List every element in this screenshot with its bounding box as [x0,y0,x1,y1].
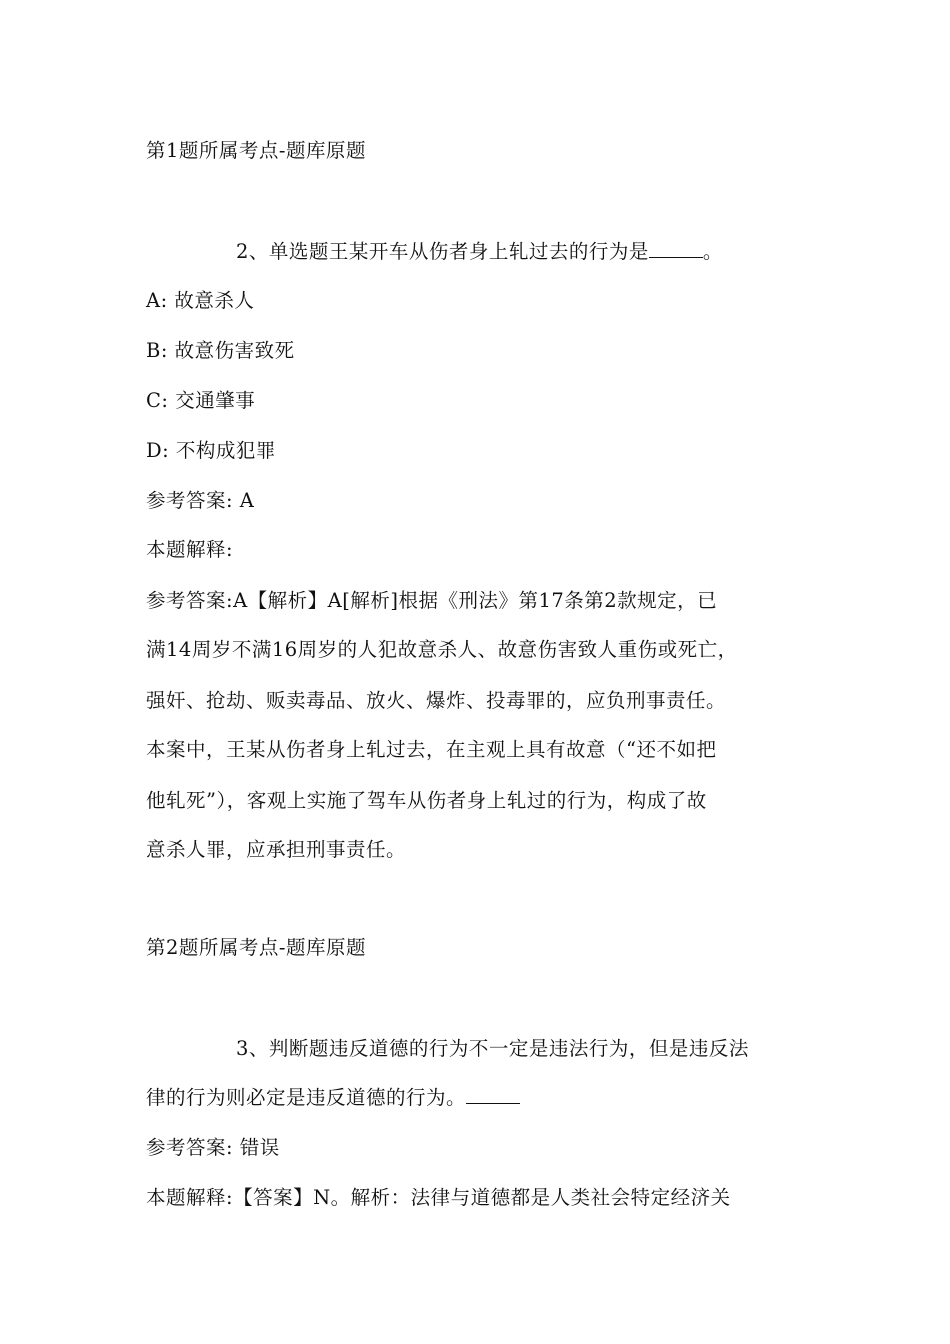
q2-question-stem [236,239,723,265]
q2-explanation-line: 强奸、抢劫、贩卖毒品、放火、爆炸、投毒罪的，应负刑事责任。 [146,689,727,712]
q1-knowledge-point: 第1题所属考点-题库原题 [146,139,366,162]
q3-question-stem-line1: 3、判断题违反道德的行为不一定是违法行为，但是违反法 [236,1037,749,1060]
q3-question-stem-line2 [146,1085,520,1111]
answer-blank [466,1085,520,1104]
q2-explanation-line: 本案中，王某从伤者身上轧过去，在主观上具有故意（“还不如把 [146,738,717,761]
q2-option-d: D: 不构成犯罪 [146,439,276,462]
q2-reference-answer: 参考答案: A [146,489,255,512]
q2-stem-text: 2、单选题王某开车从伤者身上轧过去的行为是 [236,240,649,263]
q3-explanation: 本题解释:【答案】N。解析：法律与道德都是人类社会特定经济关 [146,1186,731,1209]
q2-explanation-label: 本题解释: [146,538,234,561]
answer-blank [649,239,703,258]
q2-explanation-line: 参考答案:A【解析】A[解析]根据《刑法》第17条第2款规定，已 [146,589,718,612]
q2-option-a: A: 故意杀人 [146,289,255,312]
q2-knowledge-point: 第2题所属考点-题库原题 [146,936,366,959]
q2-option-c: C: 交通肇事 [146,389,256,412]
q2-stem-end: 。 [702,240,723,263]
q2-explanation-line: 意杀人罪，应承担刑事责任。 [146,838,407,861]
q2-explanation-line: 他轧死”），客观上实施了驾车从伤者身上轧过的行为，构成了故 [146,789,707,812]
q3-stem-text: 律的行为则必定是违反道德的行为。 [146,1086,467,1109]
q3-reference-answer: 参考答案: 错误 [146,1136,280,1159]
q2-option-b: B: 故意伤害致死 [146,339,295,362]
q2-explanation-line: 满14周岁不满16周岁的人犯故意杀人、故意伤害致人重伤或死亡， [146,638,738,661]
